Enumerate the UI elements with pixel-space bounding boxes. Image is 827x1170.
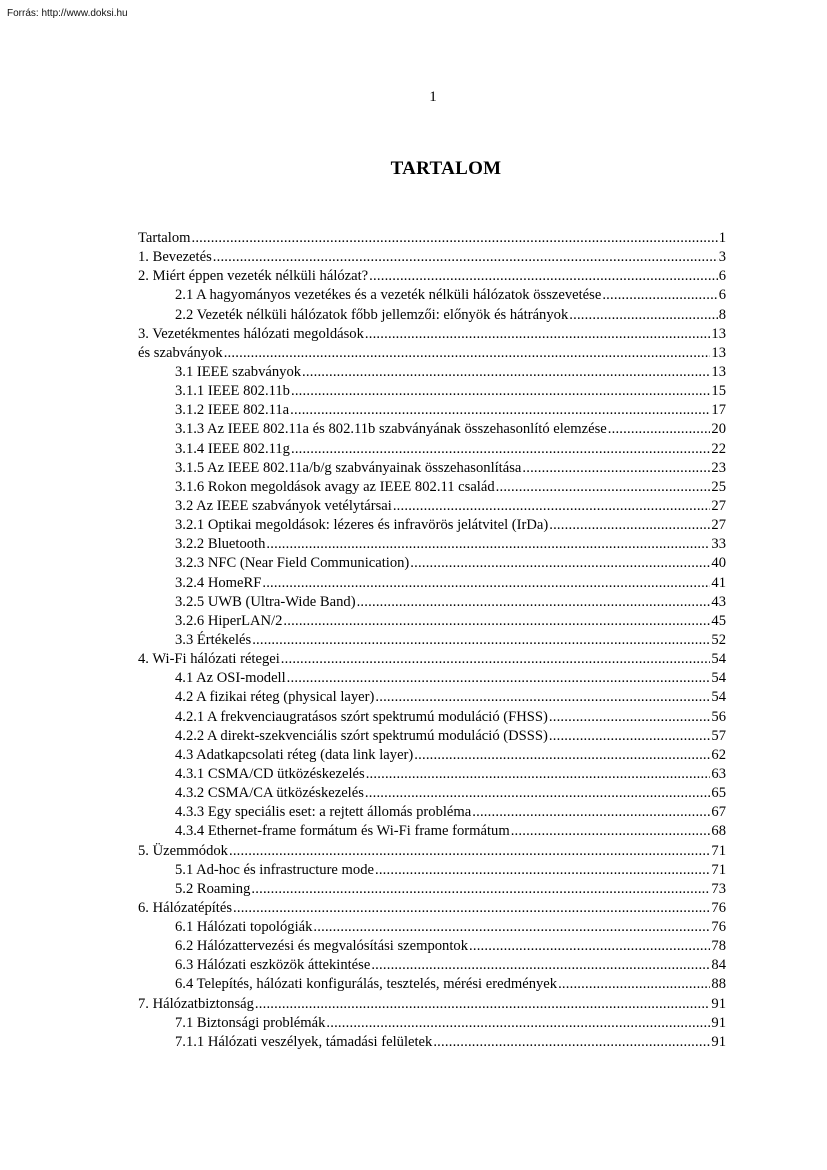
toc-entry-page: 13 <box>711 363 726 380</box>
toc-leader-dots <box>371 956 710 975</box>
toc-entry-label: 2.1 A hagyományos vezetékes és a vezeték nélküli hálózatok összevetése <box>175 287 602 304</box>
toc-entry[interactable] <box>138 746 726 765</box>
toc-entry-label: 3.3 Értékelés <box>175 631 252 648</box>
toc-entry-page: 33 <box>711 536 726 553</box>
toc-entry[interactable] <box>138 325 726 344</box>
toc-entry-label: 3.1 IEEE szabványok <box>175 363 302 380</box>
toc-entry[interactable] <box>138 975 726 994</box>
toc-entry-page: 76 <box>711 919 726 936</box>
toc-leader-dots <box>369 267 718 286</box>
toc-entry-page: 71 <box>711 842 726 859</box>
toc-entry[interactable] <box>138 535 726 554</box>
toc-entry-label: 4.3.4 Ethernet-frame formátum és Wi-Fi frame formátum <box>175 823 510 840</box>
page-title: TARTALOM <box>390 158 502 179</box>
toc-entry-label: Tartalom <box>138 230 191 246</box>
toc-entry[interactable] <box>138 765 726 784</box>
toc-leader-dots <box>375 688 710 707</box>
toc-entry[interactable] <box>138 784 726 803</box>
toc-entry[interactable] <box>138 861 726 880</box>
toc-leader-dots <box>375 861 710 880</box>
toc-entry-page: 91 <box>711 1033 726 1050</box>
toc-leader-dots <box>281 650 711 669</box>
toc-entry-label: 7.1.1 Hálózati veszélyek, támadási felületek <box>175 1033 433 1050</box>
toc-entry-page: 63 <box>711 765 726 782</box>
toc-leader-dots <box>569 306 717 325</box>
toc-leader-dots <box>522 459 710 478</box>
toc-entry-page: 13 <box>711 325 726 342</box>
toc-entry[interactable] <box>138 459 726 478</box>
toc-entry-label: 7.1 Biztonsági problémák <box>175 1014 326 1031</box>
toc-entry-label: 4. Wi-Fi hálózati rétegei <box>138 651 280 668</box>
toc-entry-label: 2.2 Vezeték nélküli hálózatok főbb jellemzői: előnyök és hátrányok <box>175 306 569 323</box>
toc-entry-page: 20 <box>711 421 726 438</box>
toc-entry-page: 91 <box>711 995 726 1012</box>
toc-leader-dots <box>433 1033 710 1052</box>
toc-entry[interactable] <box>138 344 726 363</box>
toc-entry-page: 27 <box>711 517 726 534</box>
toc-entry[interactable] <box>138 650 726 669</box>
toc-entry-page: 43 <box>711 593 726 610</box>
toc-entry-label: 3. Vezetékmentes hálózati megoldások <box>138 325 364 342</box>
toc-entry-page: 54 <box>711 689 726 706</box>
toc-entry[interactable] <box>138 1033 726 1052</box>
toc-entry-label: 6.2 Hálózattervezési és megvalósítási szempontok <box>175 938 469 955</box>
toc-entry-label: 3.1.5 Az IEEE 802.11a/b/g szabványainak összehasonlítása <box>175 459 522 476</box>
toc-entry-label: 6. Hálózatépítés <box>138 899 233 916</box>
toc-entry-label: 4.3.3 Egy speciális eset: a rejtett állomás probléma <box>175 804 472 821</box>
toc-entry[interactable] <box>138 612 726 631</box>
toc-leader-dots <box>251 880 710 899</box>
toc-entry[interactable] <box>138 937 726 956</box>
toc-entry-label: 3.1.2 IEEE 802.11a <box>175 402 290 419</box>
toc-leader-dots <box>213 248 718 267</box>
toc-entry[interactable] <box>138 1014 726 1033</box>
toc-entry[interactable] <box>138 229 726 248</box>
toc-entry[interactable] <box>138 516 726 535</box>
toc-leader-dots <box>549 516 710 535</box>
toc-entry[interactable] <box>138 708 726 727</box>
toc-entry-label: 4.2.2 A direkt-szekvenciális szórt spektrumú moduláció (DSSS) <box>175 727 548 744</box>
toc-entry[interactable] <box>138 727 726 746</box>
toc-entry[interactable] <box>138 880 726 899</box>
toc-leader-dots <box>326 1014 710 1033</box>
toc-leader-dots <box>290 401 710 420</box>
toc-entry-label: 4.2 A fizikai réteg (physical layer) <box>175 689 375 706</box>
toc-entry[interactable] <box>138 382 726 401</box>
toc-entry-page: 40 <box>711 555 726 572</box>
toc-entry[interactable] <box>138 497 726 516</box>
toc-entry[interactable] <box>138 363 726 382</box>
toc-entry-page: 27 <box>711 497 726 514</box>
toc-entry[interactable] <box>138 440 726 459</box>
toc-leader-dots <box>291 440 710 459</box>
toc-entry-label: 7. Hálózatbiztonság <box>138 995 254 1012</box>
toc-leader-dots <box>496 478 711 497</box>
toc-entry[interactable] <box>138 286 726 305</box>
toc-leader-dots <box>602 286 717 305</box>
toc-leader-dots <box>357 593 711 612</box>
toc-leader-dots <box>365 325 711 344</box>
toc-entry-label: és szabványok <box>138 344 223 361</box>
toc-entry[interactable] <box>138 478 726 497</box>
toc-leader-dots <box>252 631 710 650</box>
toc-leader-dots <box>224 344 711 363</box>
toc-leader-dots <box>255 995 711 1014</box>
toc-entry-page: 3 <box>718 249 726 266</box>
toc-entry[interactable] <box>138 688 726 707</box>
page-number: 1 <box>429 89 437 105</box>
toc-leader-dots <box>469 937 710 956</box>
toc-entry[interactable] <box>138 918 726 937</box>
toc-entry-page: 57 <box>711 727 726 744</box>
table-of-contents <box>138 229 726 1052</box>
toc-entry-page: 65 <box>711 785 726 802</box>
toc-leader-dots <box>393 497 711 516</box>
toc-entry-page: 62 <box>711 746 726 763</box>
toc-entry-page: 67 <box>711 804 726 821</box>
toc-entry-page: 68 <box>711 823 726 840</box>
toc-leader-dots <box>262 574 710 593</box>
toc-entry[interactable] <box>138 267 726 286</box>
toc-entry-label: 4.3.1 CSMA/CD ütközéskezelés <box>175 765 365 782</box>
toc-entry-label: 6.4 Telepítés, hálózati konfigurálás, tesztelés, mérési eredmények <box>175 976 558 993</box>
toc-entry[interactable] <box>138 593 726 612</box>
toc-entry-label: 3.1.3 Az IEEE 802.11a és 802.11b szabványának összehasonlító elemzése <box>175 421 607 438</box>
toc-entry[interactable] <box>138 669 726 688</box>
toc-entry-label: 6.1 Hálózati topológiák <box>175 919 313 936</box>
toc-entry-page: 41 <box>711 574 726 591</box>
toc-leader-dots <box>229 842 710 861</box>
toc-entry-page: 71 <box>711 861 726 878</box>
toc-entry-label: 3.2.3 NFC (Near Field Communication) <box>175 555 410 572</box>
toc-entry-page: 52 <box>711 631 726 648</box>
toc-entry-label: 3.1.1 IEEE 802.11b <box>175 383 290 400</box>
toc-entry-label: 3.2.1 Optikai megoldások: lézeres és infravörös jelátvitel (IrDa) <box>175 517 549 534</box>
toc-leader-dots <box>549 708 711 727</box>
toc-entry-label: 5.2 Roaming <box>175 880 251 897</box>
toc-leader-dots <box>291 382 710 401</box>
toc-entry-page: 15 <box>711 383 726 400</box>
toc-entry-page: 73 <box>711 880 726 897</box>
toc-entry-page: 76 <box>711 899 726 916</box>
toc-leader-dots <box>365 784 711 803</box>
toc-entry-page: 6 <box>718 287 726 304</box>
toc-entry[interactable] <box>138 574 726 593</box>
toc-entry[interactable] <box>138 803 726 822</box>
toc-entry-label: 1. Bevezetés <box>138 249 212 266</box>
toc-entry-label: 4.3 Adatkapcsolati réteg (data link layer) <box>175 746 414 763</box>
toc-leader-dots <box>191 229 717 248</box>
toc-leader-dots <box>414 746 710 765</box>
toc-entry[interactable] <box>138 842 726 861</box>
toc-entry-label: 3.2.4 HomeRF <box>175 574 262 591</box>
toc-entry-page: 25 <box>711 478 726 495</box>
toc-entry-page: 45 <box>711 612 726 629</box>
toc-leader-dots <box>366 765 711 784</box>
toc-entry[interactable] <box>138 554 726 573</box>
toc-entry-page: 23 <box>711 459 726 476</box>
toc-leader-dots <box>472 803 710 822</box>
toc-entry-label: 3.2.2 Bluetooth <box>175 536 266 553</box>
toc-entry-page: 78 <box>711 938 726 955</box>
toc-entry[interactable] <box>138 995 726 1014</box>
toc-entry-page: 84 <box>711 957 726 974</box>
toc-entry-page: 88 <box>711 976 726 993</box>
toc-leader-dots <box>549 727 711 746</box>
toc-entry-page: 13 <box>711 344 726 361</box>
toc-entry-label: 5. Üzemmódok <box>138 842 228 859</box>
toc-entry-label: 3.2.5 UWB (Ultra-Wide Band) <box>175 593 356 610</box>
toc-entry[interactable] <box>138 401 726 420</box>
toc-entry-page: 1 <box>718 230 726 246</box>
toc-entry-page: 17 <box>711 402 726 419</box>
toc-entry-label: 6.3 Hálózati eszközök áttekintése <box>175 957 371 974</box>
toc-entry[interactable] <box>138 306 726 325</box>
toc-entry-label: 2. Miért éppen vezeték nélküli hálózat? <box>138 268 369 285</box>
toc-entry[interactable] <box>138 899 726 918</box>
toc-entry-label: 3.2 Az IEEE szabványok vetélytársai <box>175 497 392 514</box>
toc-leader-dots <box>511 822 711 841</box>
toc-leader-dots <box>558 975 710 994</box>
toc-leader-dots <box>410 554 710 573</box>
toc-entry-label: 5.1 Ad-hoc és infrastructure mode <box>175 861 374 878</box>
toc-entry[interactable] <box>138 822 726 841</box>
toc-entry[interactable] <box>138 248 726 267</box>
toc-entry[interactable] <box>138 956 726 975</box>
toc-entry-label: 4.2.1 A frekvenciaugratásos szórt spektrumú moduláció (FHSS) <box>175 708 548 725</box>
toc-entry-page: 91 <box>711 1014 726 1031</box>
toc-leader-dots <box>283 612 710 631</box>
toc-entry[interactable] <box>138 420 726 439</box>
toc-entry-page: 8 <box>718 306 726 323</box>
toc-entry-label: 3.1.6 Rokon megoldások avagy az IEEE 802.11 család <box>175 478 495 495</box>
toc-entry-label: 3.1.4 IEEE 802.11g <box>175 440 290 457</box>
toc-entry-page: 6 <box>718 268 726 285</box>
toc-leader-dots <box>608 420 711 439</box>
toc-entry-page: 54 <box>711 651 726 668</box>
toc-leader-dots <box>302 363 710 382</box>
toc-leader-dots <box>287 669 711 688</box>
toc-entry-page: 56 <box>711 708 726 725</box>
toc-leader-dots <box>266 535 710 554</box>
toc-entry[interactable] <box>138 631 726 650</box>
toc-entry-page: 54 <box>711 670 726 687</box>
toc-leader-dots <box>313 918 710 937</box>
toc-entry-label: 4.3.2 CSMA/CA ütközéskezelés <box>175 785 364 802</box>
toc-entry-label: 3.2.6 HiperLAN/2 <box>175 612 283 629</box>
source-note: Forrás: http://www.doksi.hu <box>7 8 128 19</box>
toc-entry-page: 22 <box>711 440 726 457</box>
toc-leader-dots <box>233 899 710 918</box>
toc-entry-label: 4.1 Az OSI-modell <box>175 670 286 687</box>
